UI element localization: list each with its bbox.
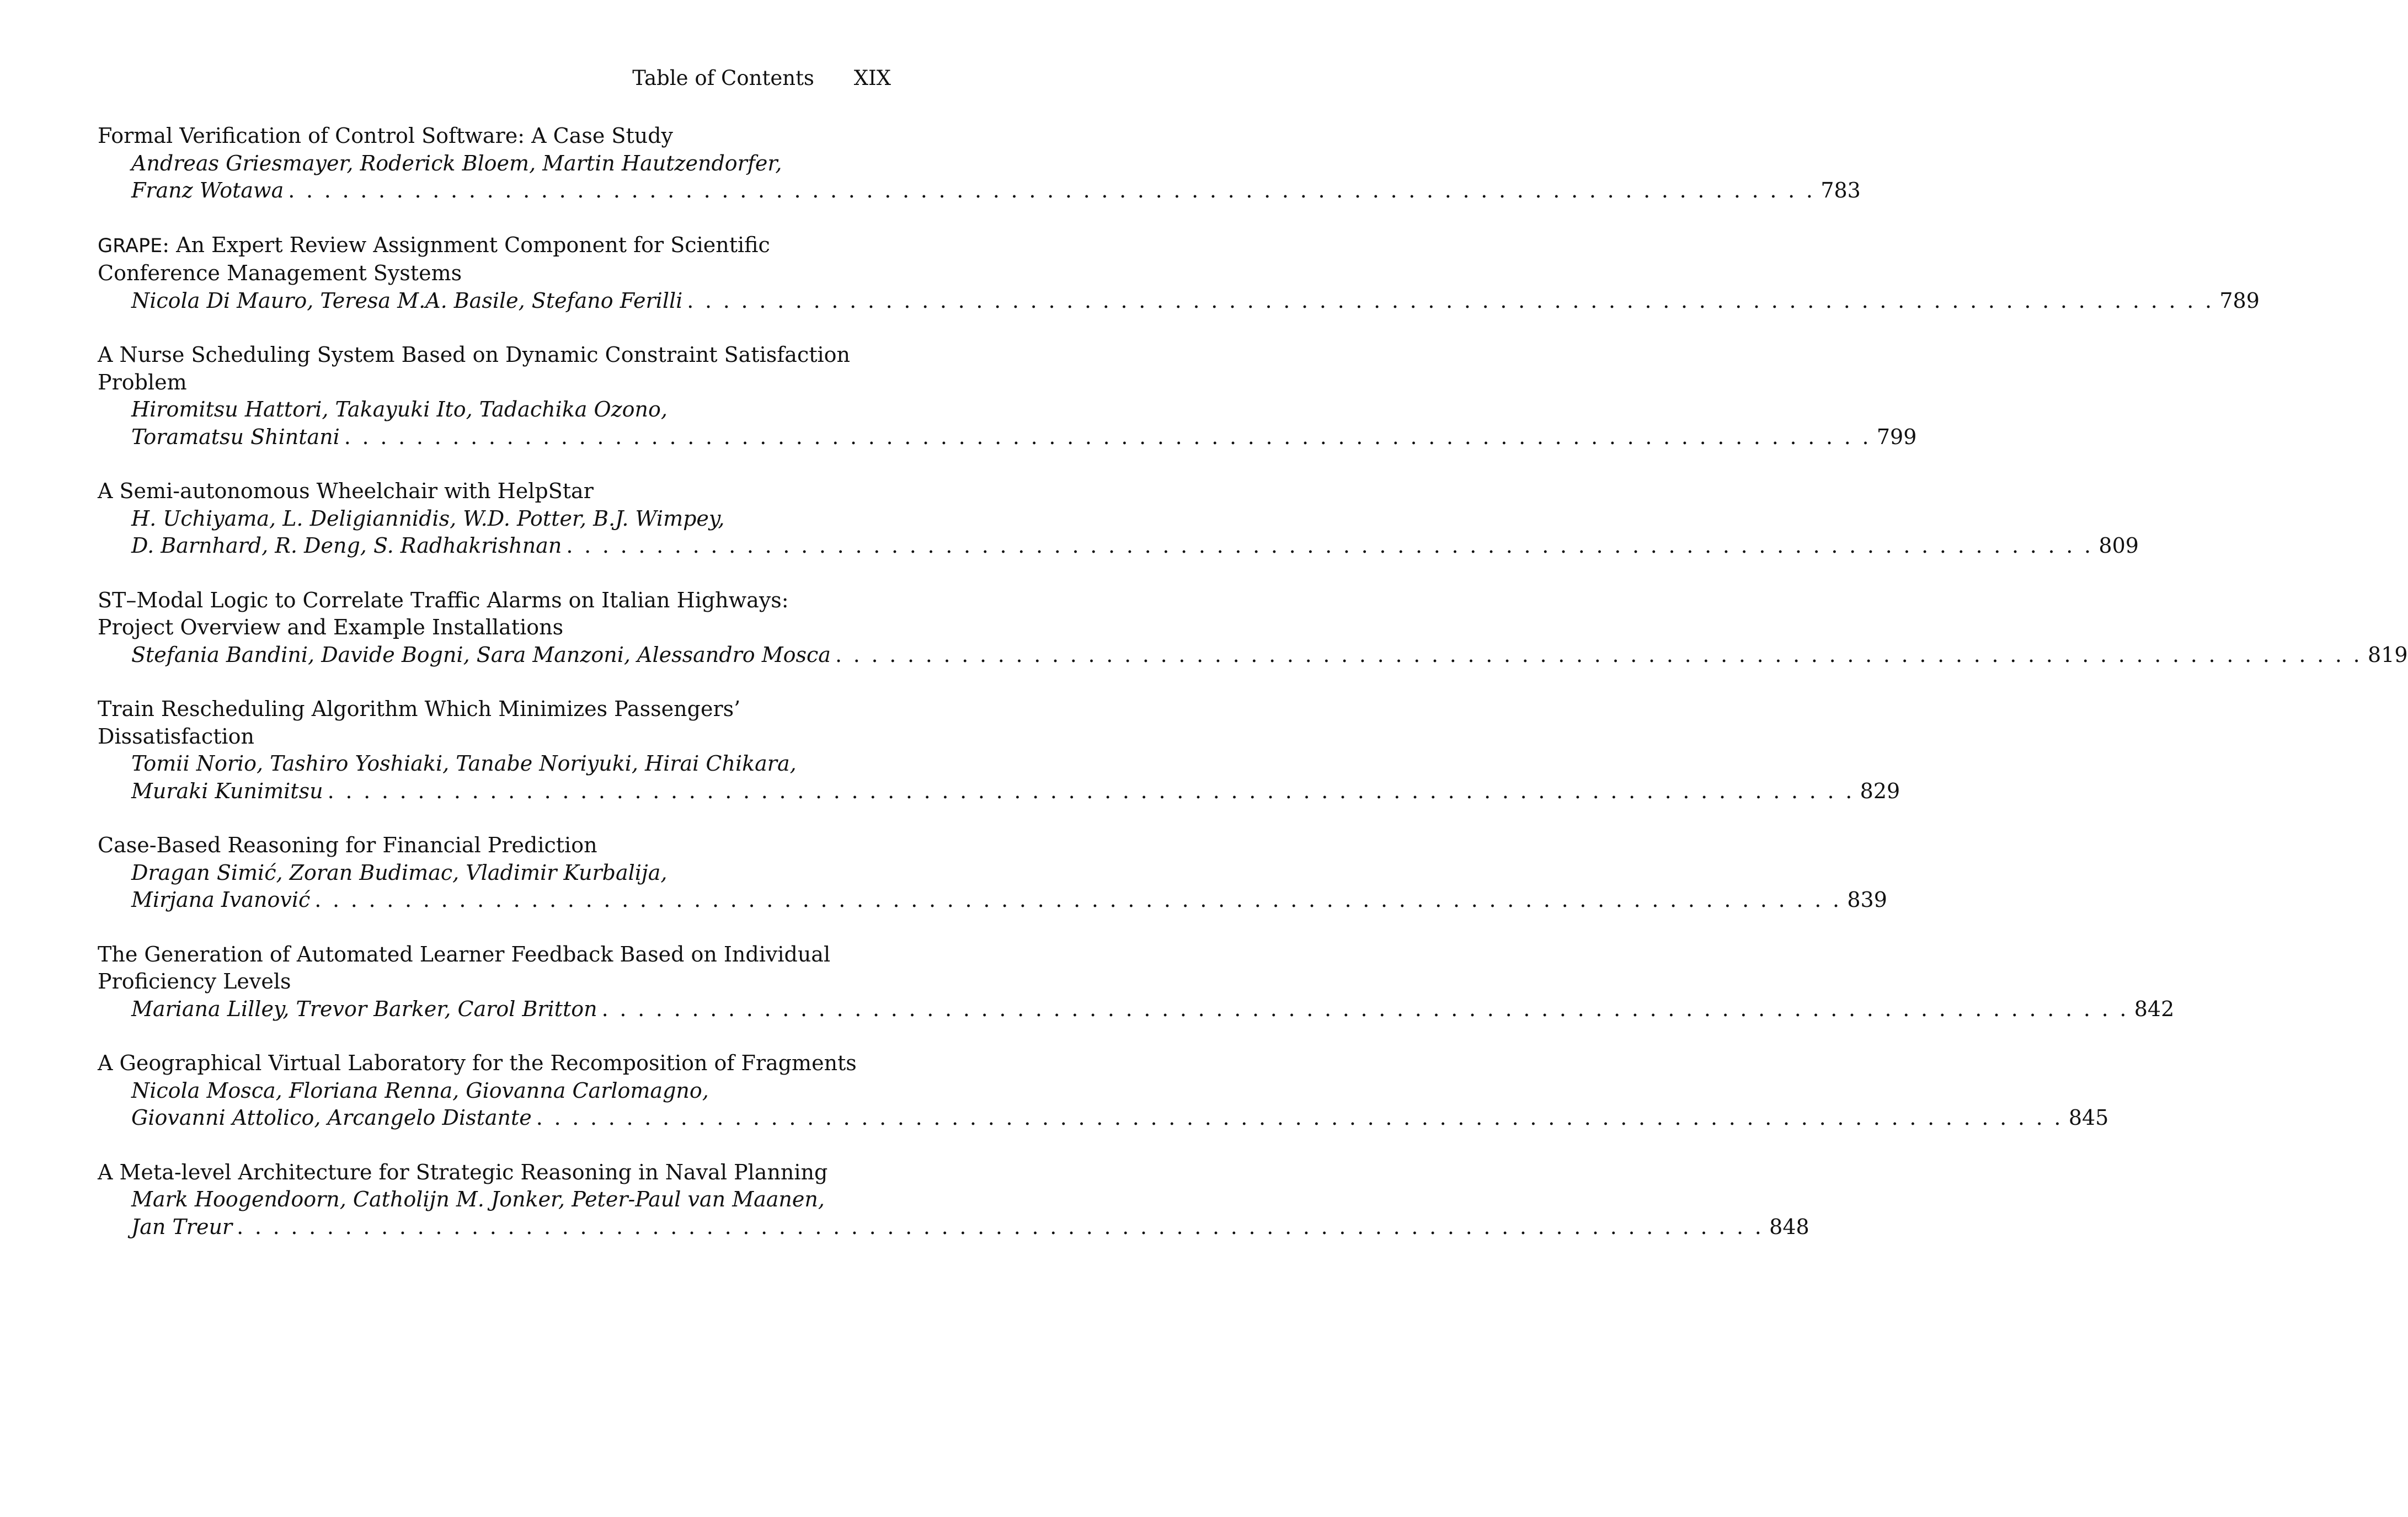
entry-page-number: 783 [1820, 178, 1861, 202]
entry-title-line [98, 832, 892, 859]
entry-title-line [98, 122, 892, 150]
toc-entry [98, 832, 1887, 914]
toc-entry [98, 587, 2408, 669]
entry-page-number: 819 [2368, 642, 2408, 667]
dot-leader: . . . . . . . . . . . . . . . . . . . . . . . . . . . . . . . . . . . . . . . . . . . . . . . . . . . . . . . . . . . . . . . . . . . . . . . . . . . . . . . . . . . . . [344, 424, 1871, 449]
entry-title-text: A Semi-autonomous Wheelchair with HelpStar [98, 479, 594, 503]
entry-authors-line: Nicola Mosca, Floriana Renna, Giovanna Carlomagno, [131, 1078, 709, 1103]
entry-title-line [98, 723, 892, 751]
entry-authors-line: Dragan Simić, Zoran Budimac, Vladimir Kurbalija, [131, 860, 668, 885]
toc-entry [98, 1159, 1809, 1241]
entry-authors-page-line [98, 996, 2175, 1023]
entry-title-line [98, 341, 892, 369]
dot-leader: . . . . . . . . . . . . . . . . . . . . . . . . . . . . . . . . . . . . . . . . . . . . . . . . . . . . . . . . . . . . . . . . . . . . . . . . . . . . . . . . . . . . . [327, 778, 1855, 803]
toc-entry [98, 232, 2260, 315]
dot-leader: . . . . . . . . . . . . . . . . . . . . . . . . . . . . . . . . . . . . . . . . . . . . . . . . . . . . . . . . . . . . . . . . . . . . . . . . . . . . . . . . . . . . . [687, 288, 2214, 313]
entry-title-text: A Geographical Virtual Laboratory for the Recomposition of Fragments [98, 1051, 857, 1075]
entry-title-text: Project Overview and Example Installations [98, 615, 564, 639]
entry-page-number: 809 [2099, 533, 2139, 558]
entry-authors-page-line [98, 778, 1900, 805]
entry-title-text: Proficiency Levels [98, 969, 291, 993]
entry-title-text: Problem [98, 370, 187, 394]
entry-authors-page-line [98, 424, 1917, 451]
entry-title-line [98, 614, 892, 642]
entry-title-line [98, 1159, 892, 1187]
entry-title-line [98, 941, 892, 969]
dot-leader: . . . . . . . . . . . . . . . . . . . . . . . . . . . . . . . . . . . . . . . . . . . . . . . . . . . . . . . . . . . . . . . . . . . . . . . . . . . . . . . . . . . . . [536, 1105, 2063, 1130]
entry-authors-line: Mark Hoogendoorn, Catholijn M. Jonker, Peter-Paul van Maanen, [131, 1187, 825, 1211]
entry-title-system-name: GRAPE [98, 234, 163, 257]
entry-authors-text: Mirjana Ivanović [131, 888, 311, 912]
entry-page-number: 789 [2219, 288, 2260, 313]
entry-page-number: 839 [1847, 888, 1887, 912]
entry-title-text: Conference Management Systems [98, 261, 462, 285]
entry-title-line [98, 478, 892, 505]
entry-authors-page-line [98, 177, 1861, 205]
entry-authors-text: Muraki Kunimitsu [131, 778, 323, 803]
entry-authors-line: Hiromitsu Hattori, Takayuki Ito, Tadachika Ozono, [131, 397, 668, 421]
entry-title-line [98, 260, 892, 287]
entry-authors-line: H. Uchiyama, L. Deligiannidis, W.D. Potter, B.J. Wimpey, [131, 506, 725, 531]
dot-leader: . . . . . . . . . . . . . . . . . . . . . . . . . . . . . . . . . . . . . . . . . . . . . . . . . . . . . . . . . . . . . . . . . . . . . . . . . . . . . . . . . . . . . [237, 1214, 1764, 1239]
dot-leader: . . . . . . . . . . . . . . . . . . . . . . . . . . . . . . . . . . . . . . . . . . . . . . . . . . . . . . . . . . . . . . . . . . . . . . . . . . . . . . . . . . . . . [566, 533, 2094, 558]
entry-title-line [98, 1050, 892, 1077]
entry-authors-page-line [98, 886, 1887, 914]
entry-title-text: Case-Based Reasoning for Financial Prediction [98, 833, 597, 857]
dot-leader: . . . . . . . . . . . . . . . . . . . . . . . . . . . . . . . . . . . . . . . . . . . . . . . . . . . . . . . . . . . . . . . . . . . . . . . . . . . . . . . . . . . . . [314, 888, 1842, 912]
table-of-contents [98, 122, 2408, 1268]
entry-page-number: 845 [2068, 1105, 2109, 1130]
entry-authors-page-line [98, 642, 2408, 669]
dot-leader: . . . . . . . . . . . . . . . . . . . . . . . . . . . . . . . . . . . . . . . . . . . . . . . . . . . . . . . . . . . . . . . . . . . . . . . . . . . . . . . . . . . . . [288, 178, 1816, 202]
running-head-title: Table of Contents [632, 66, 814, 90]
entry-authors-text: Giovanni Attolico, Arcangelo Distante [131, 1105, 532, 1130]
entry-authors-page-line [98, 1214, 1809, 1241]
running-head [632, 65, 891, 92]
toc-entry [98, 122, 1861, 205]
dot-leader: . . . . . . . . . . . . . . . . . . . . . . . . . . . . . . . . . . . . . . . . . . . . . . . . . . . . . . . . . . . . . . . . . . . . . . . . . . . . . . . . . . . . . [835, 642, 2363, 667]
entry-title-line [98, 968, 892, 996]
entry-authors-text: Nicola Di Mauro, Teresa M.A. Basile, Stefano Ferilli [131, 288, 683, 313]
toc-entry [98, 941, 2175, 1023]
entry-title-line [98, 587, 892, 615]
entry-authors-text: Mariana Lilley, Trevor Barker, Carol Britton [131, 996, 597, 1021]
toc-entry [98, 341, 1917, 451]
entry-title-line [98, 369, 892, 397]
entry-title-text: Dissatisfaction [98, 724, 254, 749]
entry-authors-text: Jan Treur [131, 1214, 233, 1239]
toc-entry [98, 478, 2139, 560]
entry-authors-page-line [98, 532, 2139, 560]
entry-title-line [98, 696, 892, 723]
entry-authors-text: Franz Wotawa [131, 178, 284, 202]
entry-authors-page-line [98, 287, 2260, 315]
entry-authors-text: D. Barnhard, R. Deng, S. Radhakrishnan [131, 533, 562, 558]
entry-title-text: A Nurse Scheduling System Based on Dynamic Constraint Satisfaction [98, 343, 851, 367]
entry-title-text: Formal Verification of Control Software: A Case Study [98, 124, 673, 148]
entry-page-number: 842 [2134, 996, 2175, 1021]
entry-title-text: A Meta-level Architecture for Strategic Reasoning in Naval Planning [98, 1160, 828, 1184]
toc-entry [98, 696, 1900, 805]
entry-title-line [98, 232, 892, 260]
entry-authors-text: Stefania Bandini, Davide Bogni, Sara Manzoni, Alessandro Mosca [131, 642, 831, 667]
entry-page-number: 799 [1876, 424, 1917, 449]
entry-title-text: : An Expert Review Assignment Component for Scientific [162, 232, 770, 257]
entry-page-number: 829 [1860, 778, 1900, 803]
entry-authors-text: Toramatsu Shintani [131, 424, 340, 449]
toc-entry [98, 1050, 2109, 1132]
entry-title-text: The Generation of Automated Learner Feedback Based on Individual [98, 942, 831, 966]
entry-authors-line: Tomii Norio, Tashiro Yoshiaki, Tanabe Noriyuki, Hirai Chikara, [131, 751, 797, 776]
entry-title-text: ST–Modal Logic to Correlate Traffic Alarms on Italian Highways: [98, 587, 789, 612]
entry-authors-line: Andreas Griesmayer, Roderick Bloem, Martin Hautzendorfer, [131, 151, 782, 175]
entry-page-number: 848 [1769, 1214, 1809, 1239]
entry-authors-page-line [98, 1104, 2109, 1132]
running-head-page-number: XIX [853, 66, 891, 90]
entry-title-text: Train Rescheduling Algorithm Which Minimizes Passengers’ [98, 697, 741, 721]
dot-leader: . . . . . . . . . . . . . . . . . . . . . . . . . . . . . . . . . . . . . . . . . . . . . . . . . . . . . . . . . . . . . . . . . . . . . . . . . . . . . . . . . . . . . [601, 996, 2129, 1021]
